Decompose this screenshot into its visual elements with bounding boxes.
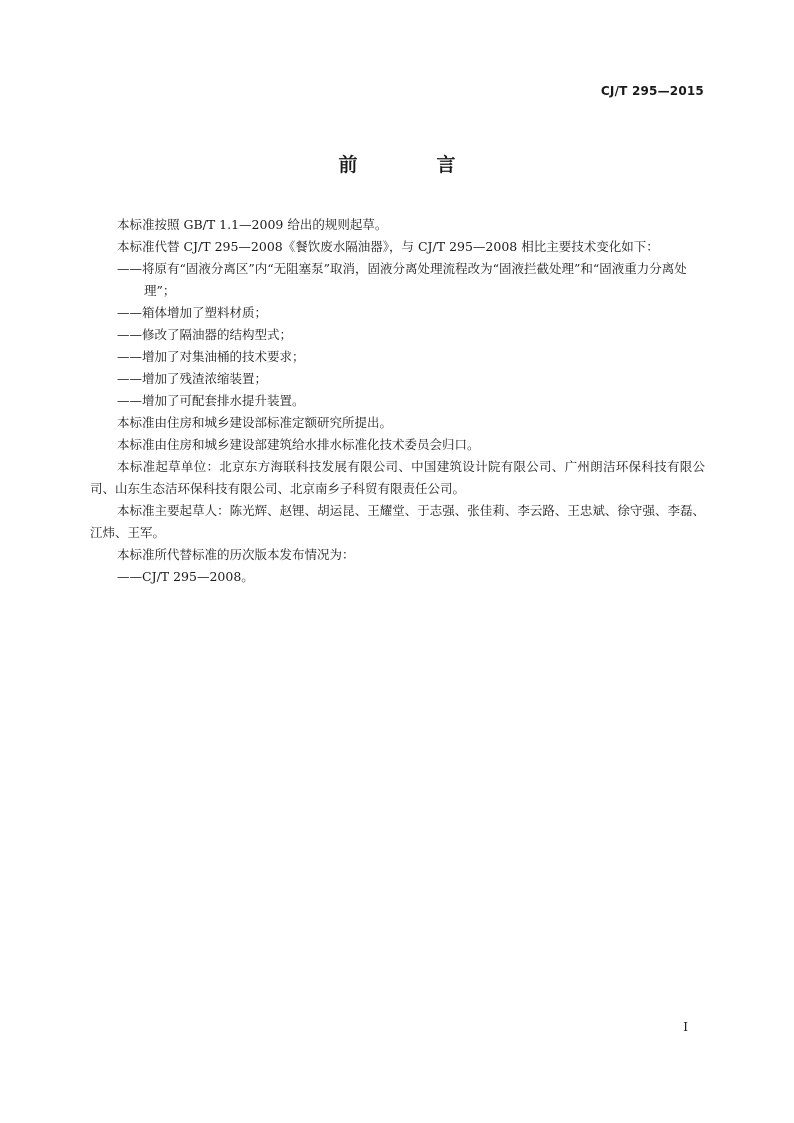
page-title: 前 言 — [338, 154, 486, 176]
paragraph-history: 本标准所代替标准的历次版本发布情况为： — [117, 547, 355, 562]
standard-code: CJ/T 295—2015 — [600, 84, 704, 98]
paragraph-drafting-units: 本标准起草单位：北京东方海联科技发展有限公司、中国建筑设计院有限公司、广州朗洁环保科技有限公司、山东生态洁环保科技有限公司、北京南乡子科贸有限责任公司。 — [90, 459, 705, 496]
foreword-body — [90, 214, 705, 588]
paragraph-proposed-by: 本标准由住房和城乡建设部标准定额研究所提出。 — [117, 415, 393, 430]
change-item-5: ——增加了残渣浓缩装置； — [117, 371, 268, 386]
change-item-2: ——箱体增加了塑料材质； — [117, 305, 268, 320]
history-item-1: ——CJ/T 295—2008。 — [117, 569, 254, 584]
page-number: I — [683, 1020, 688, 1034]
paragraph-replaces: 本标准代替 CJ/T 295—2008《餐饮废水隔油器》，与 CJ/T 295—2008 相比主要技术变化如下： — [117, 239, 659, 254]
change-item-4: ——增加了对集油桶的技术要求； — [117, 349, 305, 364]
change-item-6: ——增加了可配套排水提升装置。 — [117, 393, 305, 408]
paragraph-drafting-rules: 本标准按照 GB/T 1.1—2009 给出的规则起草。 — [117, 217, 388, 232]
change-item-1: ——将原有“固液分离区”内“无阻塞泵”取消，固液分离处理流程改为“固液拦截处理”和“固液重力分离处理”； — [117, 261, 687, 298]
change-item-3: ——修改了隔油器的结构型式； — [117, 327, 293, 342]
paragraph-managed-by: 本标准由住房和城乡建设部建筑给水排水标准化技术委员会归口。 — [117, 437, 480, 452]
paragraph-drafters: 本标准主要起草人：陈光辉、赵锂、胡运昆、王耀堂、于志强、张佳莉、李云路、王忠斌、徐守强、李磊、江炜、王军。 — [90, 503, 705, 540]
